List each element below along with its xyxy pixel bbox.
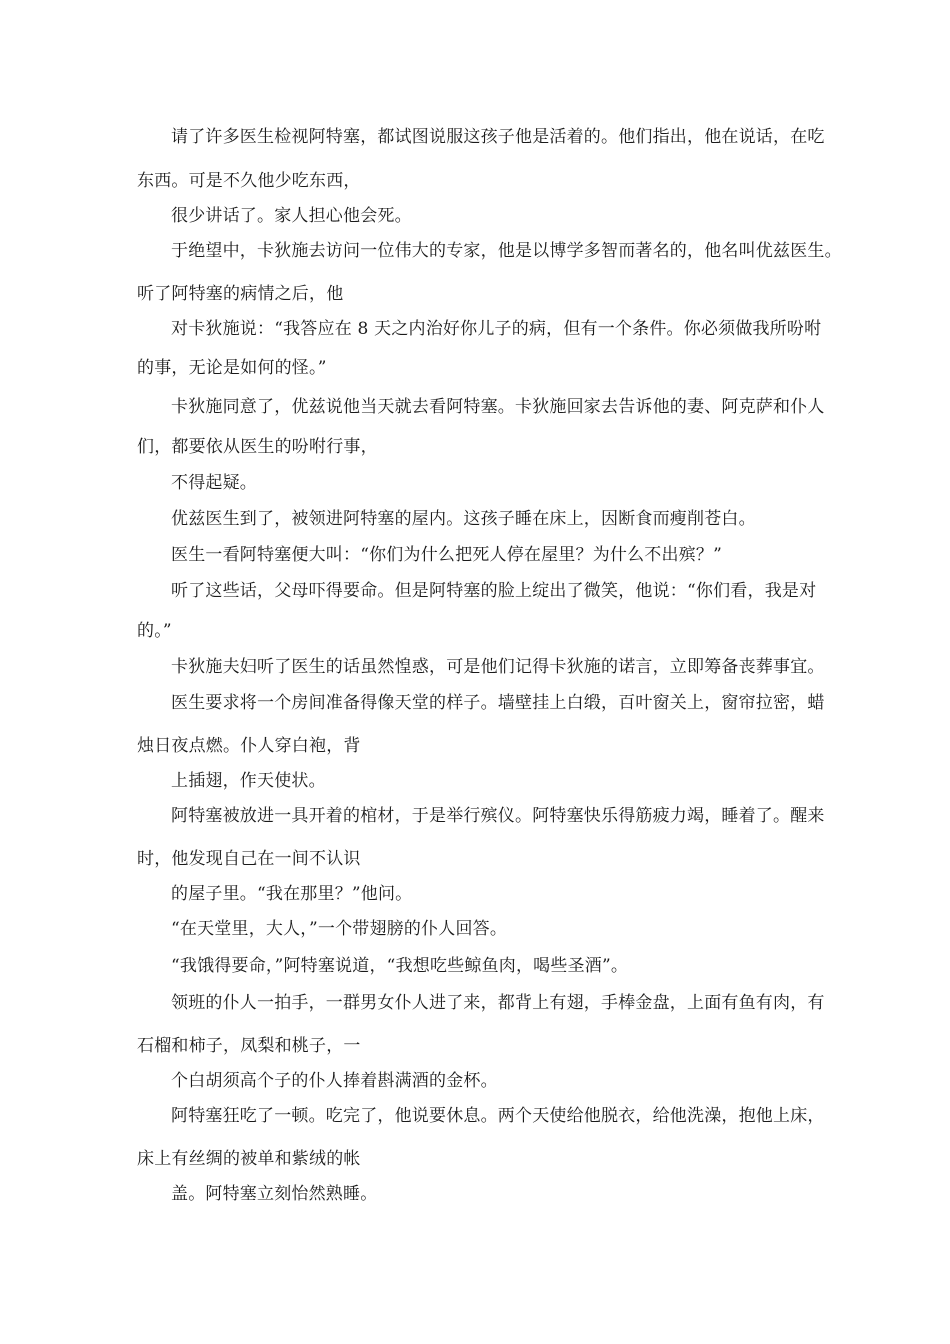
text-line: 盖。阿特塞立刻怡然熟睡。 bbox=[171, 1184, 378, 1204]
text-line: 不得起疑。 bbox=[171, 473, 257, 493]
text-line: 听了阿特塞的病情之后，他 bbox=[137, 284, 344, 304]
text-line: 的。” bbox=[137, 621, 172, 641]
text-line: 于绝望中，卡狄施去访问一位伟大的专家，他是以博学多智而著名的，他名叫优兹医生。 bbox=[171, 241, 842, 261]
text-line: 上插翅，作天使状。 bbox=[171, 771, 326, 791]
text-line: 阿特塞狂吃了一顿。吃完了，他说要休息。两个天使给他脱衣，给他洗澡，抱他上床， bbox=[171, 1106, 825, 1126]
text-line: 石榴和柿子，凤梨和桃子，一 bbox=[137, 1036, 361, 1056]
text-line: 个白胡须高个子的仆人捧着斟满酒的金杯。 bbox=[171, 1071, 498, 1091]
text-line: 很少讲话了。家人担心他会死。 bbox=[171, 206, 412, 226]
text-line: 烛日夜点燃。仆人穿白袍，背 bbox=[137, 736, 361, 756]
text-line: 东西。可是不久他少吃东西， bbox=[137, 171, 361, 191]
text-line: 卡狄施夫妇听了医生的话虽然惶惑，可是他们记得卡狄施的诺言，立即筹备丧葬事宜。 bbox=[171, 657, 825, 677]
text-line: 时，他发现自己在一间不认识 bbox=[137, 849, 361, 869]
text-line: 优兹医生到了，被领进阿特塞的屋内。这孩子睡在床上，因断食而瘦削苍白。 bbox=[171, 509, 756, 529]
text-line: “我饿得要命，”阿特塞说道，“我想吃些鲸鱼肉，喝些圣酒”。 bbox=[171, 956, 629, 976]
text-line: “在天堂里，大人，”一个带翅膀的仆人回答。 bbox=[171, 919, 508, 939]
text-line: 领班的仆人一拍手，一群男女仆人进了来，都背上有翅，手棒金盘，上面有鱼有肉，有 bbox=[171, 993, 825, 1013]
text-line: 听了这些话，父母吓得要命。但是阿特塞的脸上绽出了微笑，他说：“你们看，我是对 bbox=[171, 581, 817, 601]
text-line: 请了许多医生检视阿特塞，都试图说服这孩子他是活着的。他们指出，他在说话，在吃 bbox=[171, 127, 825, 147]
text-line: 们，都要依从医生的吩咐行事， bbox=[137, 437, 378, 457]
text-line: 的事，无论是如何的怪。” bbox=[137, 358, 327, 378]
text-line: 医生要求将一个房间准备得像天堂的样子。墙壁挂上白缎，百叶窗关上，窗帘拉密，蜡 bbox=[171, 693, 825, 713]
text-line: 对卡狄施说：“我答应在 8 天之内治好你儿子的病，但有一个条件。你必须做我所吩咐 bbox=[171, 319, 822, 339]
text-line: 阿特塞被放进一具开着的棺材，于是举行殡仪。阿特塞快乐得筋疲力竭，睡着了。醒来 bbox=[171, 806, 825, 826]
text-line: 的屋子里。“我在那里？”他问。 bbox=[171, 884, 413, 904]
text-line: 医生一看阿特塞便大叫：“你们为什么把死人停在屋里？为什么不出殡？” bbox=[171, 545, 722, 565]
text-line: 卡狄施同意了，优兹说他当天就去看阿特塞。卡狄施回家去告诉他的妻、阿克萨和仆人 bbox=[171, 397, 825, 417]
text-line: 床上有丝绸的被单和紫绒的帐 bbox=[137, 1149, 361, 1169]
